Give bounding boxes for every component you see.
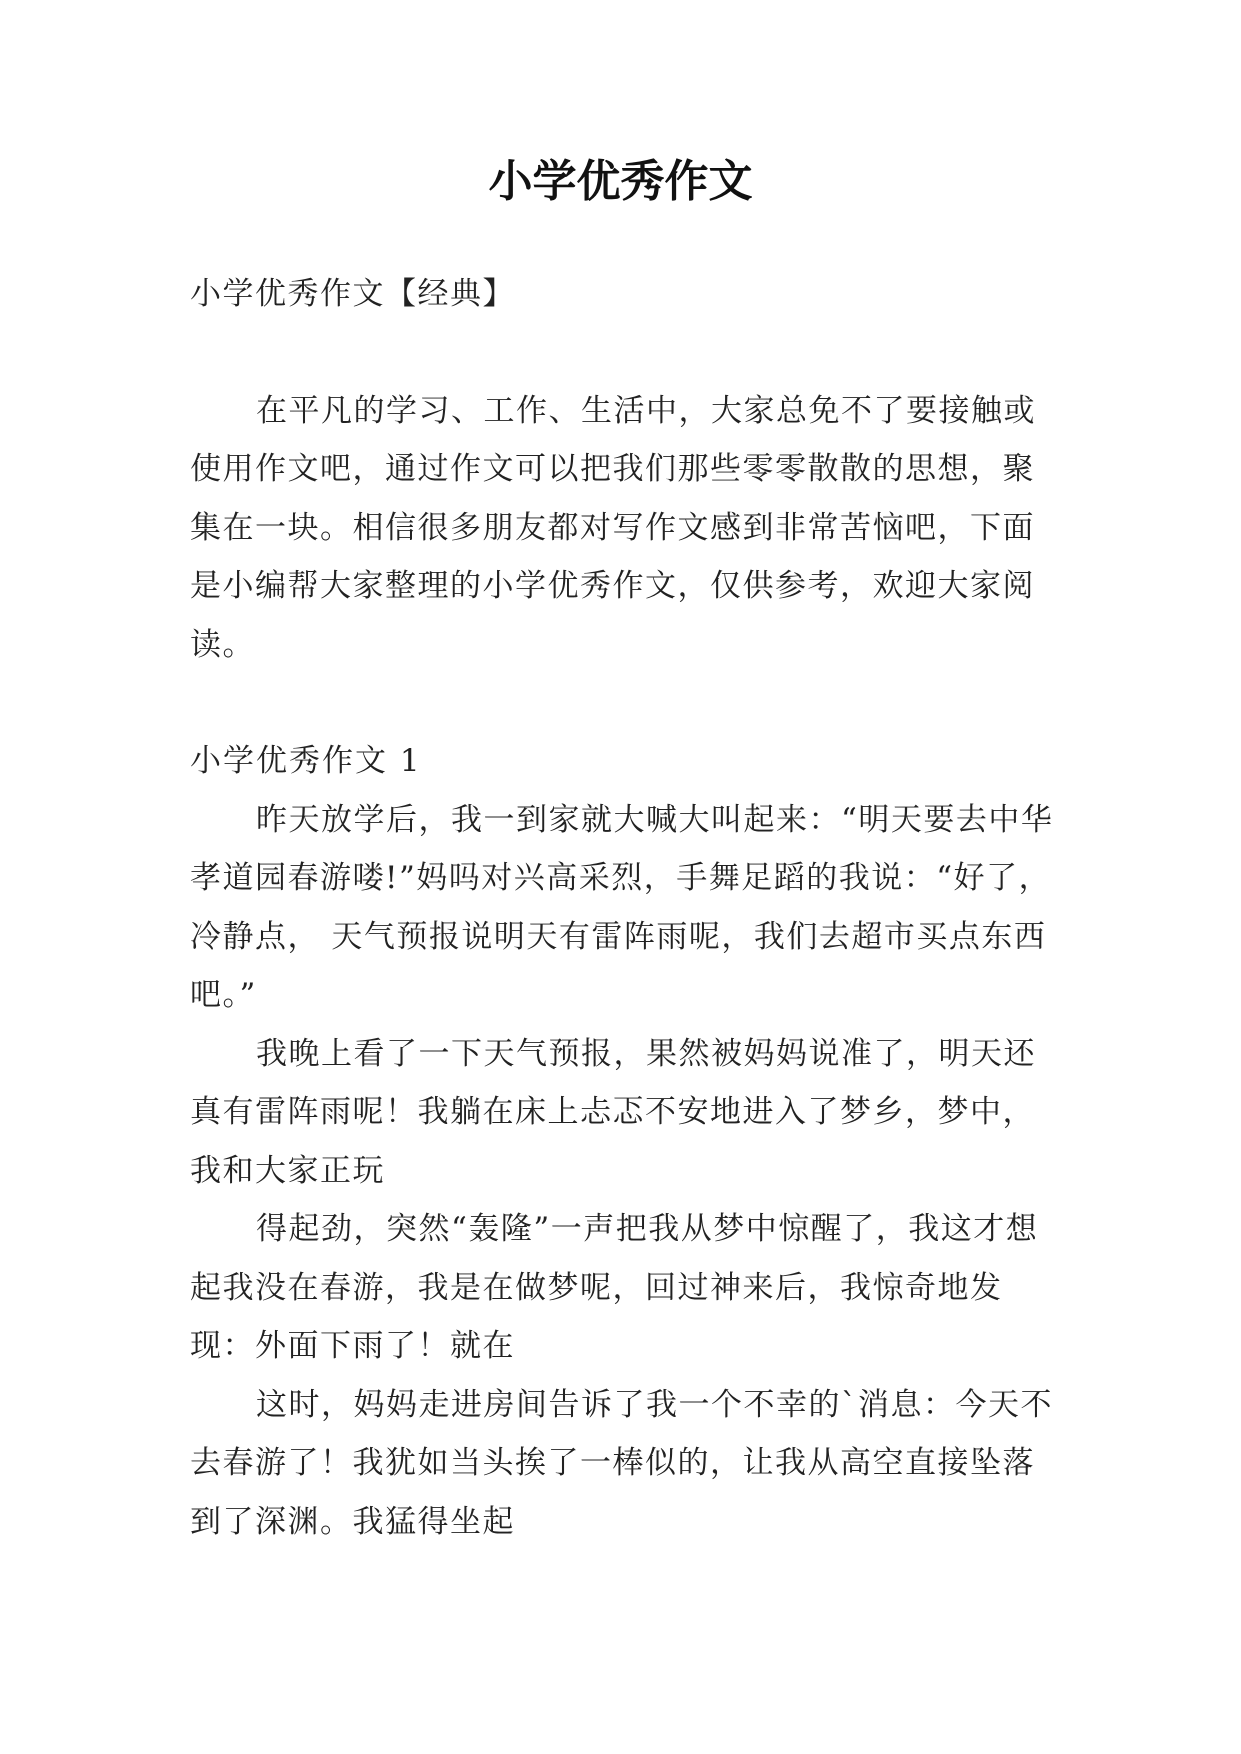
document-title: 小学优秀作文 bbox=[488, 156, 753, 207]
body-paragraph: 昨天放学后，我一到家就大喊大叫起来：“明天要去中华孝道园春游喽!”妈吗对兴高采烈，手舞足蹈的我说：“好了，冷静点， 天气预报说明天有雷阵雨呢，我们去超市买点东西吧。” bbox=[190, 801, 1054, 1013]
body-paragraph: 得起劲，突然“轰隆”一声把我从梦中惊醒了，我这才想起我没在春游，我是在做梦呢，回过神来后，我惊奇地发现：外面下雨了！就在 bbox=[190, 1211, 1039, 1364]
document-subtitle: 小学优秀作文【经典】 bbox=[190, 276, 515, 312]
intro-paragraph: 在平凡的学习、工作、生活中，大家总免不了要接触或使用作文吧，通过作文可以把我们那些零零散散的思想，聚集在一块。相信很多朋友都对写作文感到非常苦恼吧，下面是小编帮大家整理的小学优秀作文，仅供参考，欢迎大家阅读。 bbox=[190, 392, 1036, 663]
body-paragraph: 我晚上看了一下天气预报，果然被妈妈说准了，明天还真有雷阵雨呢！我躺在床上忐忑不安地进入了梦乡，梦中，我和大家正玩 bbox=[190, 1035, 1036, 1189]
section-heading: 小学优秀作文 1 bbox=[190, 743, 422, 779]
document-body bbox=[190, 265, 1060, 1551]
body-paragraph: 这时，妈妈走进房间告诉了我一个不幸的`消息：今天不去春游了！我犹如当头挨了一棒似的，让我从高空直接坠落到了深渊。我猛得坐起 bbox=[190, 1386, 1053, 1540]
